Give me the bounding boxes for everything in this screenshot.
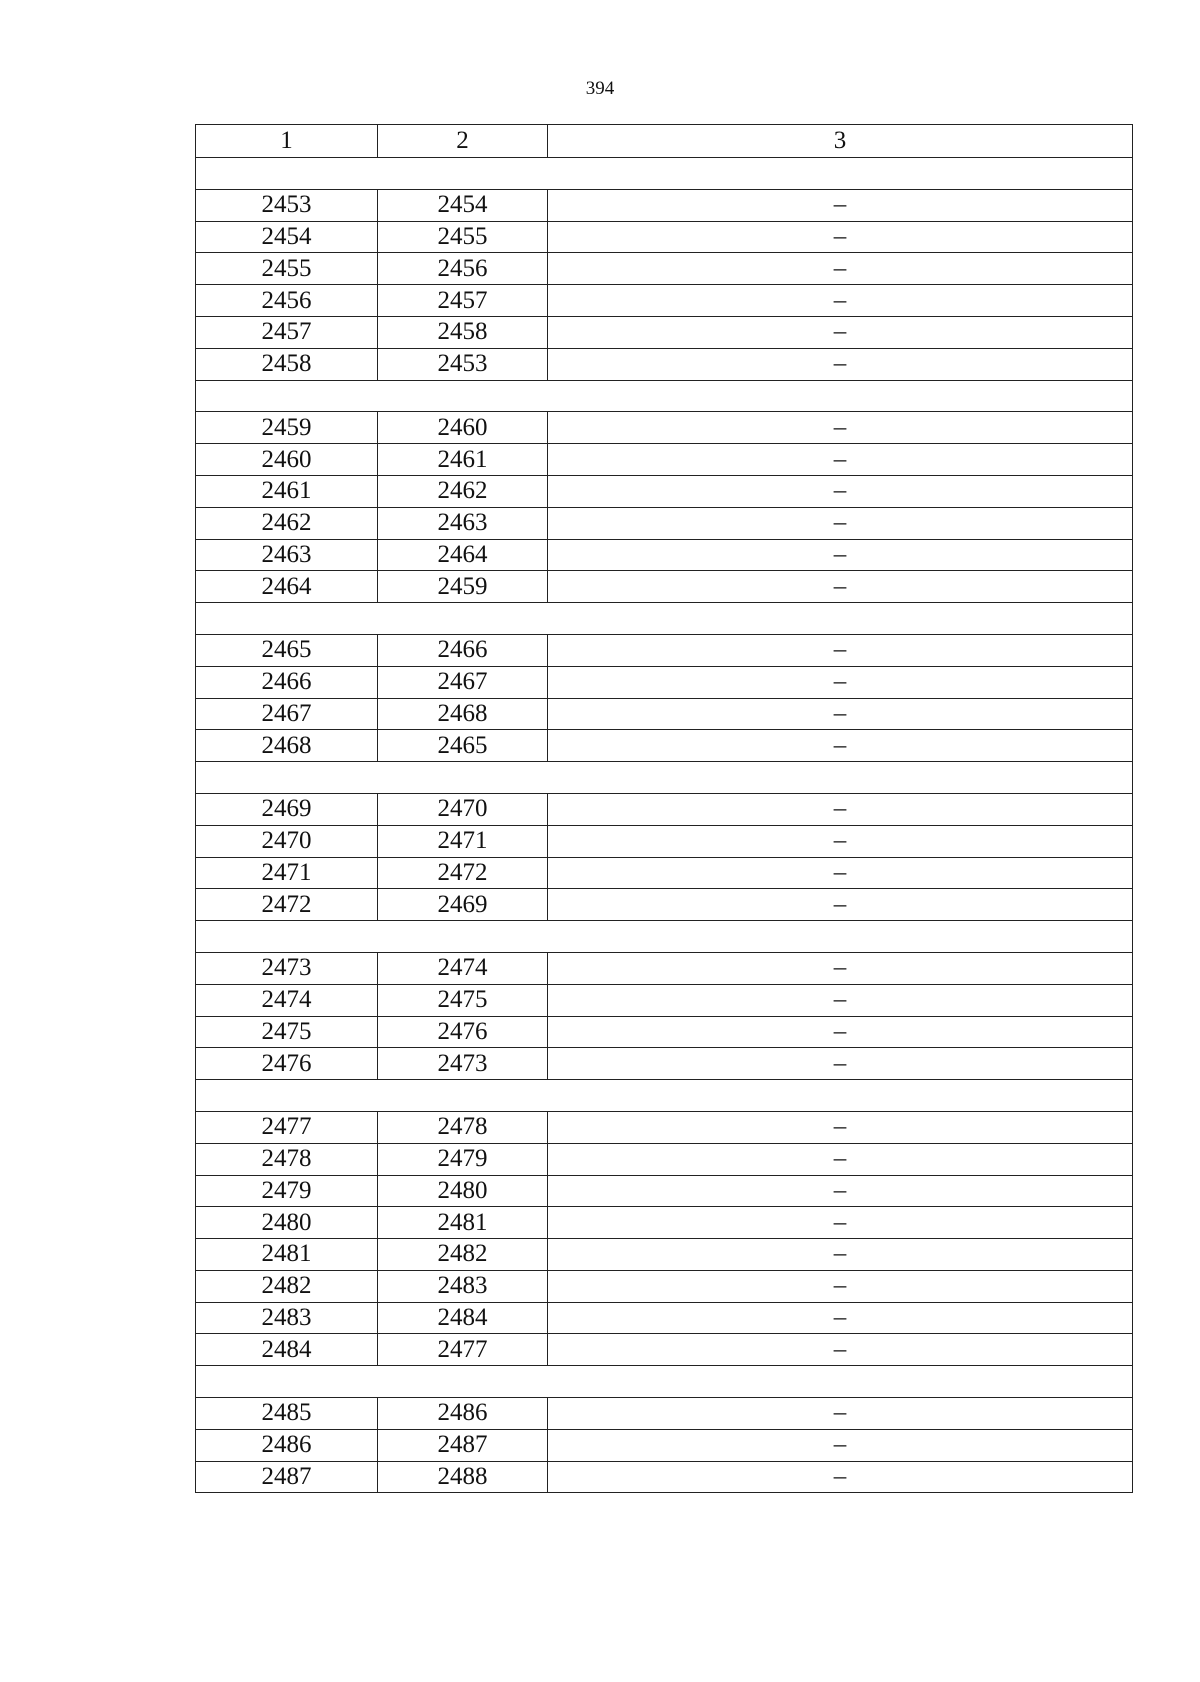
table-cell-col-3: – (548, 444, 1133, 476)
table-row (196, 698, 1133, 730)
table-cell-col-3: – (548, 475, 1133, 507)
table-row (196, 221, 1133, 253)
table-cell-col-2: 2478 (378, 1111, 548, 1143)
table-cell-col-1: 2453 (196, 189, 378, 221)
table-cell-col-1: 2481 (196, 1239, 378, 1271)
table-cell-col-2: 2488 (378, 1461, 548, 1493)
table-row (196, 952, 1133, 984)
table-cell-col-3: – (548, 952, 1133, 984)
table-row (196, 475, 1133, 507)
table-cell-col-2: 2459 (378, 571, 548, 603)
table-cell-col-2: 2466 (378, 634, 548, 666)
table-cell-col-1: 2474 (196, 984, 378, 1016)
table-cell-col-3: – (548, 889, 1133, 921)
table-cell-col-1: 2468 (196, 730, 378, 762)
table-row (196, 444, 1133, 476)
table-cell-col-1: 2455 (196, 253, 378, 285)
table-cell-col-2: 2458 (378, 316, 548, 348)
group-separator-row (196, 158, 1133, 190)
table-cell-col-2: 2479 (378, 1143, 548, 1175)
table-cell-col-3: – (548, 285, 1133, 317)
table-row (196, 348, 1133, 380)
table-cell-col-3: – (548, 539, 1133, 571)
table-cell-col-3: – (548, 1429, 1133, 1461)
group-separator-row (196, 603, 1133, 635)
table-row (196, 1270, 1133, 1302)
table-cell-col-2: 2468 (378, 698, 548, 730)
table-row (196, 1016, 1133, 1048)
table-cell-col-1: 2467 (196, 698, 378, 730)
table-row (196, 1398, 1133, 1430)
table-cell-col-2: 2473 (378, 1048, 548, 1080)
table-cell-col-1: 2464 (196, 571, 378, 603)
table-cell-col-1: 2466 (196, 666, 378, 698)
table-row (196, 412, 1133, 444)
table-cell-col-2: 2463 (378, 507, 548, 539)
table-row (196, 793, 1133, 825)
table-cell-col-1: 2472 (196, 889, 378, 921)
table-cell-col-1: 2480 (196, 1207, 378, 1239)
table-cell-col-1: 2461 (196, 475, 378, 507)
table-cell-col-3: – (548, 571, 1133, 603)
table-cell-col-1: 2487 (196, 1461, 378, 1493)
table-row (196, 571, 1133, 603)
table-cell-col-3: – (548, 1239, 1133, 1271)
table-cell-col-2: 2487 (378, 1429, 548, 1461)
header-cell-1: 1 (196, 125, 378, 158)
table-cell-col-1: 2479 (196, 1175, 378, 1207)
table-row (196, 316, 1133, 348)
table-cell-col-1: 2482 (196, 1270, 378, 1302)
table-row (196, 1111, 1133, 1143)
group-separator-cell (196, 380, 1133, 412)
table-cell-col-1: 2484 (196, 1334, 378, 1366)
table-row (196, 1143, 1133, 1175)
table-cell-col-3: – (548, 1016, 1133, 1048)
table-row (196, 730, 1133, 762)
table-cell-col-2: 2470 (378, 793, 548, 825)
table-row (196, 1207, 1133, 1239)
group-separator-cell (196, 1080, 1133, 1112)
group-separator-cell (196, 921, 1133, 953)
table-cell-col-2: 2471 (378, 825, 548, 857)
table-cell-col-2: 2457 (378, 285, 548, 317)
table-row (196, 1429, 1133, 1461)
table-row (196, 857, 1133, 889)
table-row (196, 984, 1133, 1016)
table-cell-col-1: 2471 (196, 857, 378, 889)
group-separator-cell (196, 158, 1133, 190)
table-cell-col-3: – (548, 730, 1133, 762)
table-cell-col-2: 2453 (378, 348, 548, 380)
table-row (196, 889, 1133, 921)
table-cell-col-1: 2477 (196, 1111, 378, 1143)
table-cell-col-2: 2484 (378, 1302, 548, 1334)
table-cell-col-3: – (548, 507, 1133, 539)
table-row (196, 666, 1133, 698)
table-cell-col-3: – (548, 1048, 1133, 1080)
header-cell-3: 3 (548, 125, 1133, 158)
table-row (196, 1334, 1133, 1366)
table-cell-col-2: 2462 (378, 475, 548, 507)
table-cell-col-3: – (548, 984, 1133, 1016)
table-cell-col-2: 2465 (378, 730, 548, 762)
table-cell-col-1: 2459 (196, 412, 378, 444)
table-cell-col-3: – (548, 666, 1133, 698)
table-body (196, 125, 1133, 1493)
table-row (196, 825, 1133, 857)
table-cell-col-3: – (548, 793, 1133, 825)
table-row (196, 634, 1133, 666)
table-cell-col-2: 2475 (378, 984, 548, 1016)
table-cell-col-1: 2465 (196, 634, 378, 666)
table-cell-col-2: 2477 (378, 1334, 548, 1366)
table-cell-col-1: 2478 (196, 1143, 378, 1175)
table-cell-col-1: 2485 (196, 1398, 378, 1430)
header-cell-2: 2 (378, 125, 548, 158)
table-cell-col-1: 2456 (196, 285, 378, 317)
table-cell-col-2: 2486 (378, 1398, 548, 1430)
table-cell-col-2: 2460 (378, 412, 548, 444)
table-cell-col-3: – (548, 1111, 1133, 1143)
table-cell-col-2: 2481 (378, 1207, 548, 1239)
table-cell-col-3: – (548, 253, 1133, 285)
table-cell-col-2: 2454 (378, 189, 548, 221)
table-cell-col-3: – (548, 348, 1133, 380)
table-cell-col-3: – (548, 1334, 1133, 1366)
table-cell-col-1: 2458 (196, 348, 378, 380)
group-separator-cell (196, 1366, 1133, 1398)
group-separator-row (196, 1080, 1133, 1112)
table-cell-col-1: 2460 (196, 444, 378, 476)
table-cell-col-2: 2482 (378, 1239, 548, 1271)
table-cell-col-2: 2464 (378, 539, 548, 571)
table-cell-col-1: 2457 (196, 316, 378, 348)
table-cell-col-3: – (548, 634, 1133, 666)
table-cell-col-1: 2475 (196, 1016, 378, 1048)
table-cell-col-3: – (548, 316, 1133, 348)
table-cell-col-2: 2474 (378, 952, 548, 984)
group-separator-row (196, 1366, 1133, 1398)
table-cell-col-2: 2472 (378, 857, 548, 889)
table-cell-col-2: 2467 (378, 666, 548, 698)
table-cell-col-2: 2469 (378, 889, 548, 921)
table-row (196, 539, 1133, 571)
table-header-row (196, 125, 1133, 158)
table-cell-col-1: 2476 (196, 1048, 378, 1080)
table-cell-col-3: – (548, 857, 1133, 889)
table-cell-col-1: 2454 (196, 221, 378, 253)
table-cell-col-3: – (548, 412, 1133, 444)
table-row (196, 253, 1133, 285)
table-cell-col-1: 2469 (196, 793, 378, 825)
group-separator-cell (196, 603, 1133, 635)
table-cell-col-1: 2470 (196, 825, 378, 857)
coordinates-table (195, 124, 1133, 1493)
table-cell-col-1: 2483 (196, 1302, 378, 1334)
table-cell-col-3: – (548, 1175, 1133, 1207)
table-cell-col-3: – (548, 1143, 1133, 1175)
group-separator-cell (196, 762, 1133, 794)
table-cell-col-3: – (548, 1461, 1133, 1493)
table-cell-col-3: – (548, 698, 1133, 730)
table-cell-col-1: 2486 (196, 1429, 378, 1461)
table-row (196, 1175, 1133, 1207)
page-number: 394 (585, 78, 615, 99)
table-cell-col-2: 2456 (378, 253, 548, 285)
table-row (196, 1048, 1133, 1080)
table-cell-col-1: 2463 (196, 539, 378, 571)
table-cell-col-3: – (548, 221, 1133, 253)
table-row (196, 507, 1133, 539)
table-row (196, 1302, 1133, 1334)
table-row (196, 1239, 1133, 1271)
table-cell-col-3: – (548, 1270, 1133, 1302)
table-row (196, 189, 1133, 221)
table-cell-col-3: – (548, 825, 1133, 857)
group-separator-row (196, 380, 1133, 412)
table-cell-col-3: – (548, 1398, 1133, 1430)
table-cell-col-2: 2476 (378, 1016, 548, 1048)
table-row (196, 285, 1133, 317)
table-cell-col-2: 2461 (378, 444, 548, 476)
table-row (196, 1461, 1133, 1493)
group-separator-row (196, 762, 1133, 794)
table-cell-col-1: 2462 (196, 507, 378, 539)
table-cell-col-2: 2455 (378, 221, 548, 253)
table-cell-col-1: 2473 (196, 952, 378, 984)
table-cell-col-3: – (548, 1207, 1133, 1239)
group-separator-row (196, 921, 1133, 953)
table-cell-col-3: – (548, 189, 1133, 221)
table-cell-col-2: 2483 (378, 1270, 548, 1302)
table-cell-col-2: 2480 (378, 1175, 548, 1207)
table-cell-col-3: – (548, 1302, 1133, 1334)
